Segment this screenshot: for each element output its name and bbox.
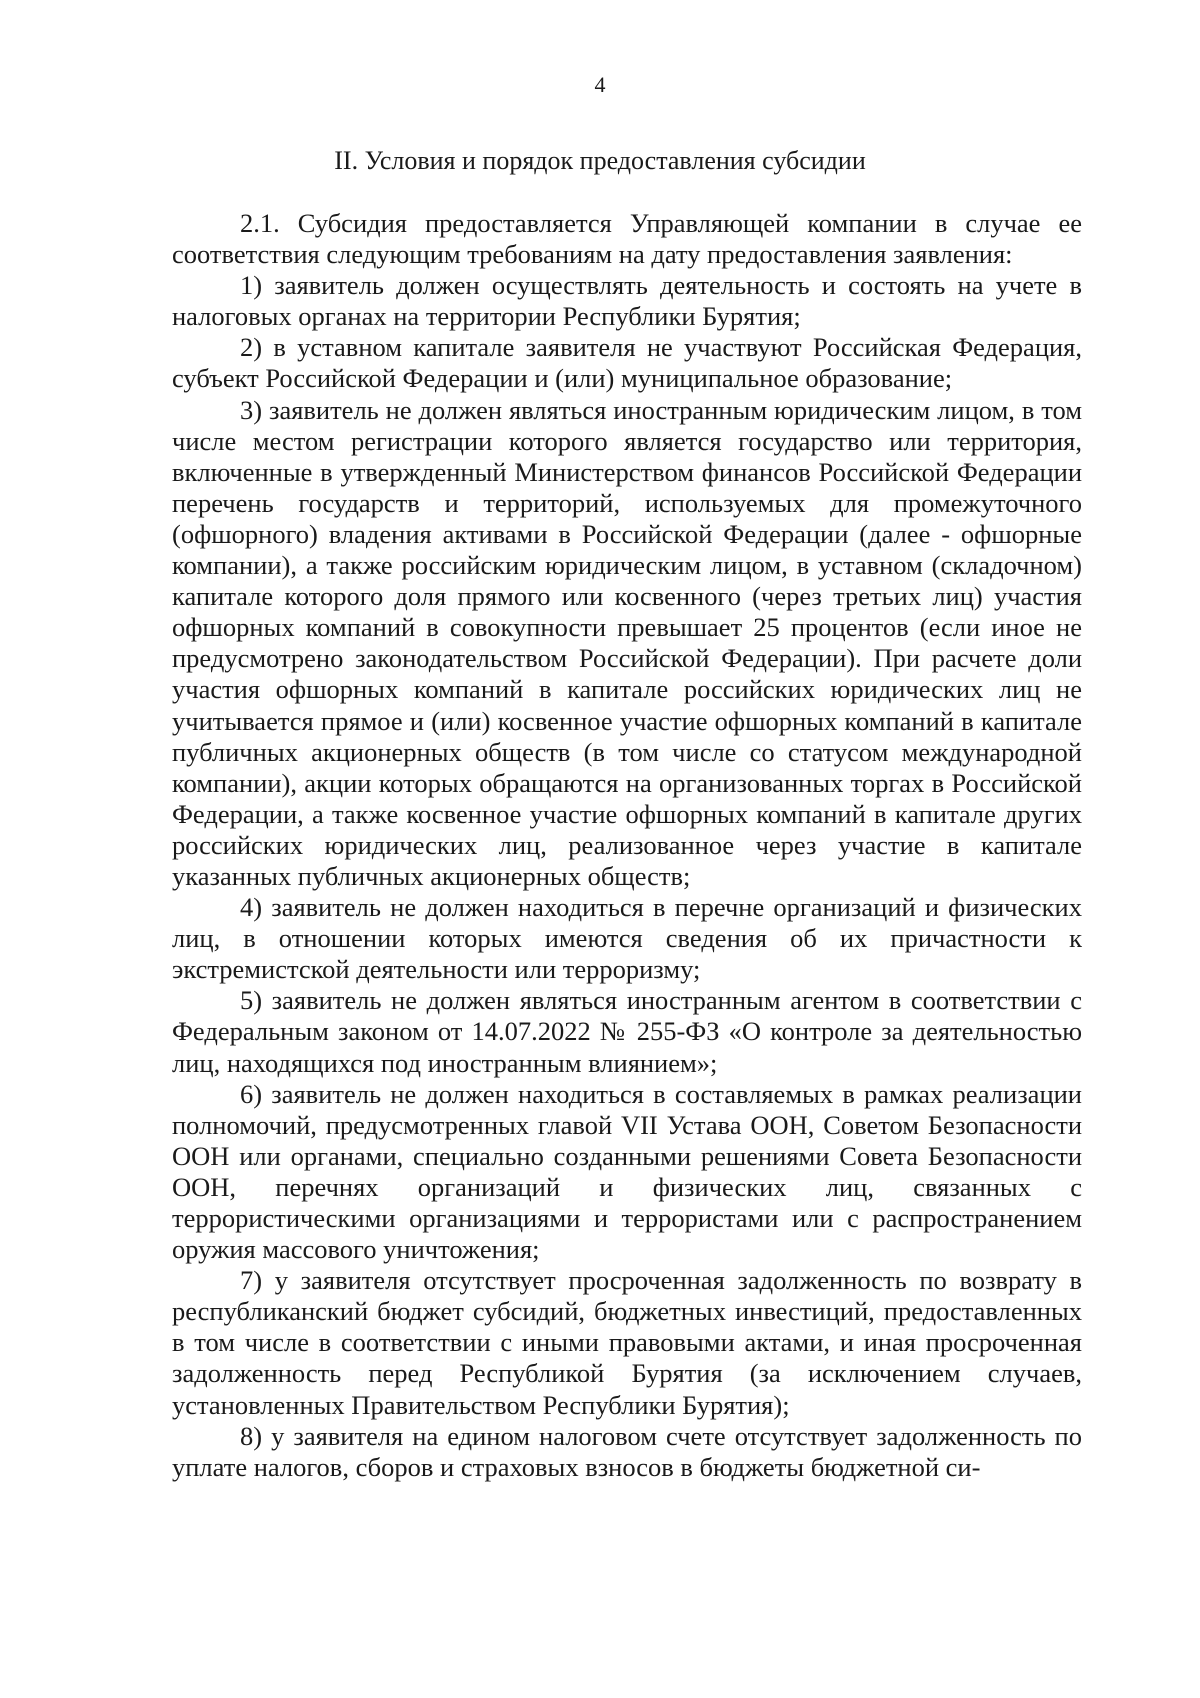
page-number: 4 — [594, 72, 606, 97]
paragraph-2-1: 2.1. Субсидия предоставляется Управляющей компании в случае ее соответствия следующим требованиям на дату предоставления заявления: — [172, 208, 1082, 270]
list-item-1: 1) заявитель должен осуществлять деятельность и состоять на учете в налоговых органах на территории Республики Бурятия; — [172, 270, 1082, 332]
list-item-4: 4) заявитель не должен находиться в перечне организаций и физических лиц, в отношении которых имеются сведения об их причастности к экстремистской деятельности или терроризму; — [172, 892, 1082, 985]
section-title: II. Условия и порядок предоставления субсидии — [334, 146, 866, 175]
list-item-3: 3) заявитель не должен являться иностранным юридическим лицом, в том числе местом регистрации которого является государство или территория, включенные в утвержденный Министерством финансов Российской Федерации перечень государств и территорий, используемых для промежуточного (офшорного) владения активами в Российской Федерации (далее - офшорные компании), а также российским юридическим лицом, в уставном (складочном) капитале которого доля прямого или косвенного (через третьих лиц) участия офшорных компаний в совокупности превышает 25 процентов (если иное не предусмотрено законодательством Российской Федерации). При расчете доли участия офшорных компаний в капитале российских юридических лиц не учитывается прямое и (или) косвенное участие офшорных компаний в капитале публичных акционерных обществ (в том числе со статусом международной компании), акции которых обращаются на организованных торгах в Российской Федерации, а также косвенное участие офшорных компаний в капитале других российских юридических лиц, реализованное через участие в капитале указанных публичных акционерных обществ; — [172, 394, 1082, 891]
list-item-5: 5) заявитель не должен являться иностранным агентом в соответствии с Федеральным законом от 14.07.2022 № 255-ФЗ «О контроле за деятельностью лиц, находящихся под иностранным влиянием»; — [172, 985, 1082, 1078]
list-item-6: 6) заявитель не должен находиться в составляемых в рамках реализации полномочий, предусмотренных главой VII Устава ООН, Советом Безопасности ООН или органами, специально созданными решениями Совета Безопасности ООН, перечнях организаций и физических лиц, связанных с террористическими организациями и террористами или с распространением оружия массового уничтожения; — [172, 1078, 1082, 1265]
list-item-7: 7) у заявителя отсутствует просроченная задолженность по возврату в республиканский бюджет субсидий, бюджетных инвестиций, предоставленных в том числе в соответствии с иными правовыми актами, и иная просроченная задолженность перед Республикой Бурятия (за исключением случаев, установленных Правительством Республики Бурятия); — [172, 1265, 1082, 1420]
document-body — [172, 208, 1082, 1483]
list-item-8: 8) у заявителя на едином налоговом счете отсутствует задолженность по уплате налогов, сборов и страховых взносов в бюджеты бюджетной си- — [172, 1420, 1082, 1482]
list-item-2: 2) в уставном капитале заявителя не участвуют Российская Федерация, субъект Российской Федерации и (или) муниципальное образование; — [172, 332, 1082, 394]
